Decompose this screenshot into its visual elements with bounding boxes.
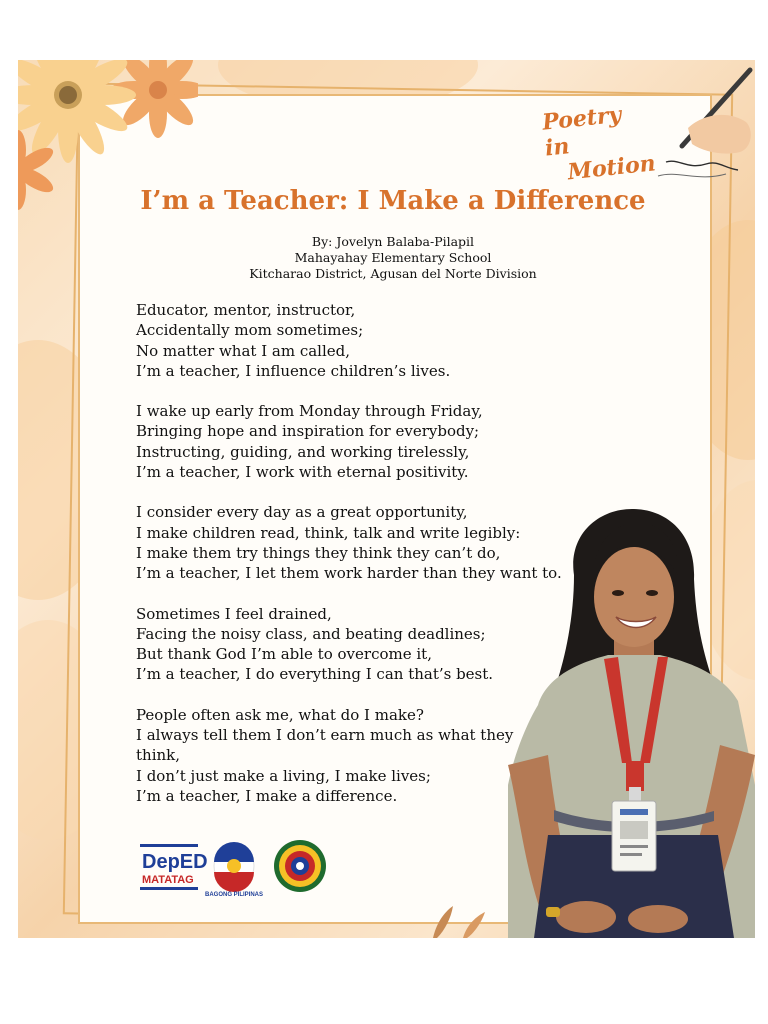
poem-line: I make children read, think, talk and write legibly:	[136, 523, 521, 542]
poem-line: I’m a teacher, I do everything I can that’s best.	[136, 665, 494, 684]
leaf-decoration	[423, 898, 503, 938]
stanza	[136, 401, 576, 482]
poem-line: I’m a teacher, I work with eternal positivity.	[136, 463, 469, 482]
poem-line: Accidentally mom sometimes;	[136, 321, 364, 340]
division-line: Kitcharao District, Agusan del Norte Division	[249, 266, 537, 281]
poem-line: I consider every day as a great opportunity,	[136, 503, 468, 522]
deped-matatag-logo	[140, 844, 208, 890]
teacher-photo	[508, 505, 755, 938]
poem-line: No matter what I am called,	[136, 341, 351, 360]
deped-text: DepED	[142, 851, 208, 873]
poem-line: Sometimes I feel drained,	[136, 604, 332, 623]
school-division-seal-icon	[274, 840, 326, 892]
stanza	[136, 300, 576, 381]
poetry-in-motion-logo	[541, 98, 657, 186]
poem-line: Facing the noisy class, and beating deadlines;	[136, 624, 486, 643]
brand-line-2: Motion	[566, 150, 657, 186]
poem-title: I’m a Teacher: I Make a Difference	[140, 186, 646, 216]
pen-hand-illustration	[648, 66, 755, 186]
brand-line-1: Poetry in	[541, 101, 623, 162]
poem-line: People often ask me, what do I make?	[136, 705, 424, 724]
bagong-pilipinas-logo	[205, 842, 263, 898]
poem-line: I wake up early from Monday through Friday,	[136, 402, 483, 421]
poem-line: I’m a teacher, I make a difference.	[136, 786, 398, 805]
poem-line: I’m a teacher, I let them work harder than they want to.	[136, 564, 562, 583]
poem-line: I don’t just make a living, I make lives;	[136, 766, 431, 785]
poem-line: think,	[136, 746, 181, 765]
poster	[18, 60, 755, 938]
poem-line: Bringing hope and inspiration for everybody;	[136, 422, 480, 441]
school-line: Mahayahay Elementary School	[294, 250, 492, 265]
author-line: By: Jovelyn Balaba-Pilapil	[311, 234, 475, 249]
logo-row	[138, 838, 338, 900]
poem-line: I make them try things they think they can’t do,	[136, 543, 501, 562]
bagong-text: BAGONG PILIPINAS	[204, 892, 264, 898]
poem-line: Educator, mentor, instructor,	[136, 301, 356, 319]
poem-line: I’m a teacher, I influence children’s lives.	[136, 361, 451, 380]
poem-line: I always tell them I don’t earn much as what they	[136, 726, 514, 745]
matatag-text: MATATAG	[142, 874, 194, 886]
byline	[78, 234, 708, 282]
poem-line: Instructing, guiding, and working tirelessly,	[136, 442, 470, 461]
poem-line: But thank God I’m able to overcome it,	[136, 645, 432, 664]
